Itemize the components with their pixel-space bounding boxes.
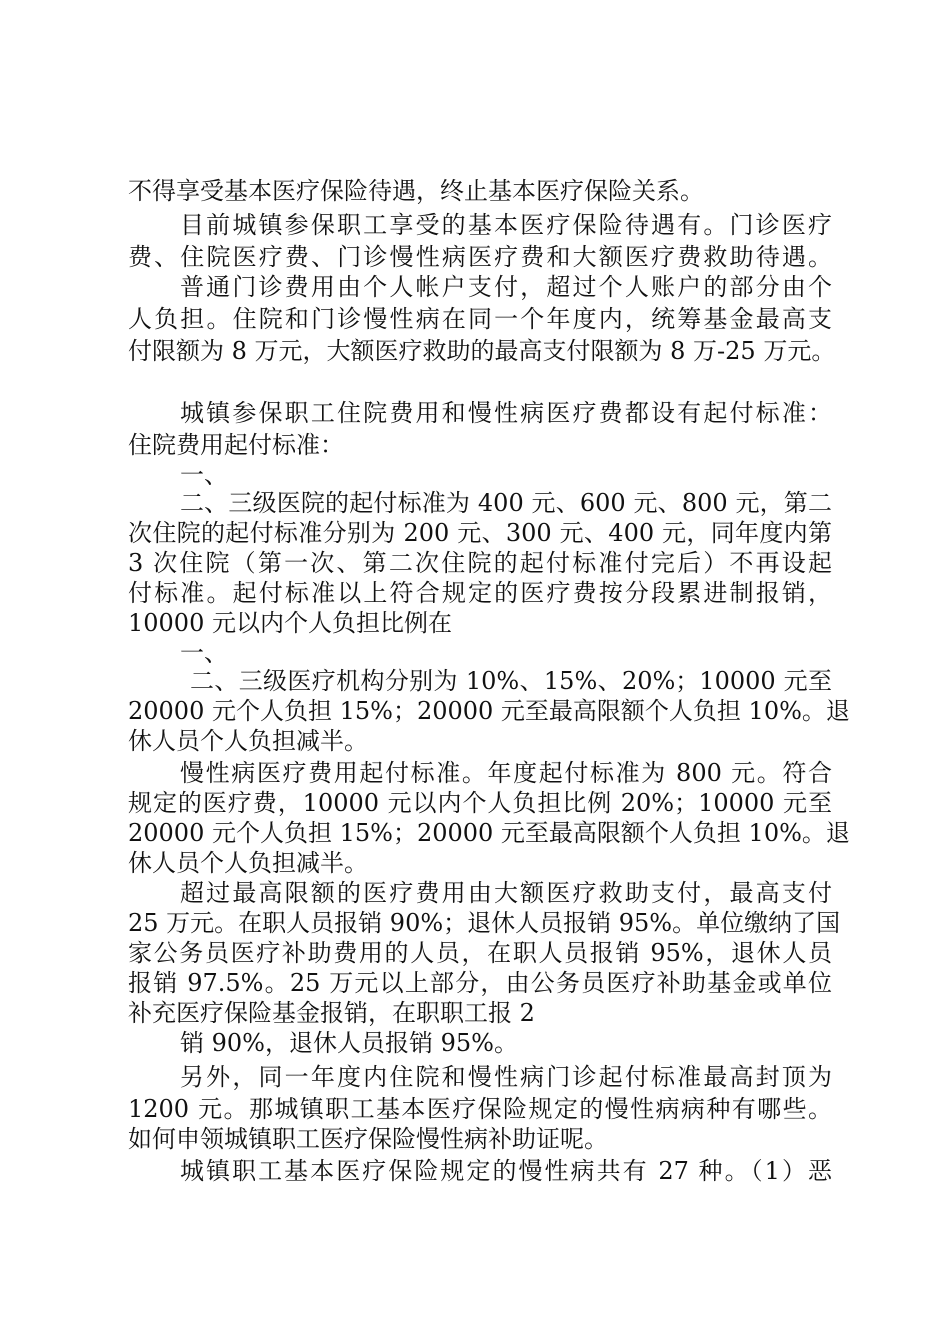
text-line: 休人员个人负担减半。: [128, 849, 368, 877]
text-line: 另外，同一年度内住院和慢性病门诊起付标准最高封顶为: [180, 1063, 832, 1091]
text-line: 费、住院医疗费、门诊慢性病医疗费和大额医疗费救助待遇。: [128, 243, 832, 271]
text-line: 销 90%，退休人员报销 95%。: [180, 1029, 518, 1057]
text-line: 规定的医疗费，10000 元以内个人负担比例 20%；10000 元至: [128, 789, 832, 817]
text-line: 25 万元。在职人员报销 90%；退休人员报销 95%。单位缴纳了国: [128, 909, 841, 937]
text-line: 付标准。起付标准以上符合规定的医疗费按分段累进制报销，: [128, 579, 832, 607]
text-line: 普通门诊费用由个人帐户支付，超过个人账户的部分由个: [180, 273, 832, 301]
text-line: 二、三级医院的起付标准为 400 元、600 元、800 元，第二: [180, 489, 832, 517]
text-line: 人负担。住院和门诊慢性病在同一个年度内，统筹基金最高支: [128, 305, 832, 333]
text-line: 20000 元个人负担 15%；20000 元至最高限额个人负担 10%。退: [128, 697, 850, 725]
text-line: 次住院的起付标准分别为 200 元、300 元、400 元，同年度内第: [128, 519, 832, 547]
text-line: 1200 元。那城镇职工基本医疗保险规定的慢性病病种有哪些。: [128, 1095, 832, 1123]
text-line: 一、: [180, 461, 228, 489]
text-line: 10000 元以内个人负担比例在: [128, 609, 452, 637]
text-line: 20000 元个人负担 15%；20000 元至最高限额个人负担 10%。退: [128, 819, 850, 847]
text-line: 慢性病医疗费用起付标准。年度起付标准为 800 元。符合: [180, 759, 832, 787]
text-line: 休人员个人负担减半。: [128, 727, 368, 755]
text-line: 一、: [180, 639, 228, 667]
text-line: 如何申领城镇职工医疗保险慢性病补助证呢。: [128, 1125, 608, 1153]
text-line: 超过最高限额的医疗费用由大额医疗救助支付，最高支付: [180, 879, 832, 907]
text-line: 城镇职工基本医疗保险规定的慢性病共有 27 种。（1）恶: [180, 1157, 832, 1185]
text-line: 不得享受基本医疗保险待遇，终止基本医疗保险关系。: [128, 177, 704, 205]
text-line: 目前城镇参保职工享受的基本医疗保险待遇有。门诊医疗: [180, 211, 832, 239]
text-line: 二、三级医疗机构分别为 10%、15%、20%；10000 元至: [190, 667, 832, 695]
text-line: 付限额为 8 万元，大额医疗救助的最高支付限额为 8 万-25 万元。: [128, 337, 836, 365]
text-line: 补充医疗保险基金报销，在职职工报 2: [128, 999, 535, 1027]
text-line: 3 次住院（第一次、第二次住院的起付标准付完后）不再设起: [128, 549, 832, 577]
text-line: 住院费用起付标准：: [128, 431, 344, 459]
text-line: 报销 97.5%。25 万元以上部分，由公务员医疗补助基金或单位: [128, 969, 832, 997]
text-line: 城镇参保职工住院费用和慢性病医疗费都设有起付标准：: [180, 399, 832, 427]
text-line: 家公务员医疗补助费用的人员，在职人员报销 95%，退休人员: [128, 939, 832, 967]
